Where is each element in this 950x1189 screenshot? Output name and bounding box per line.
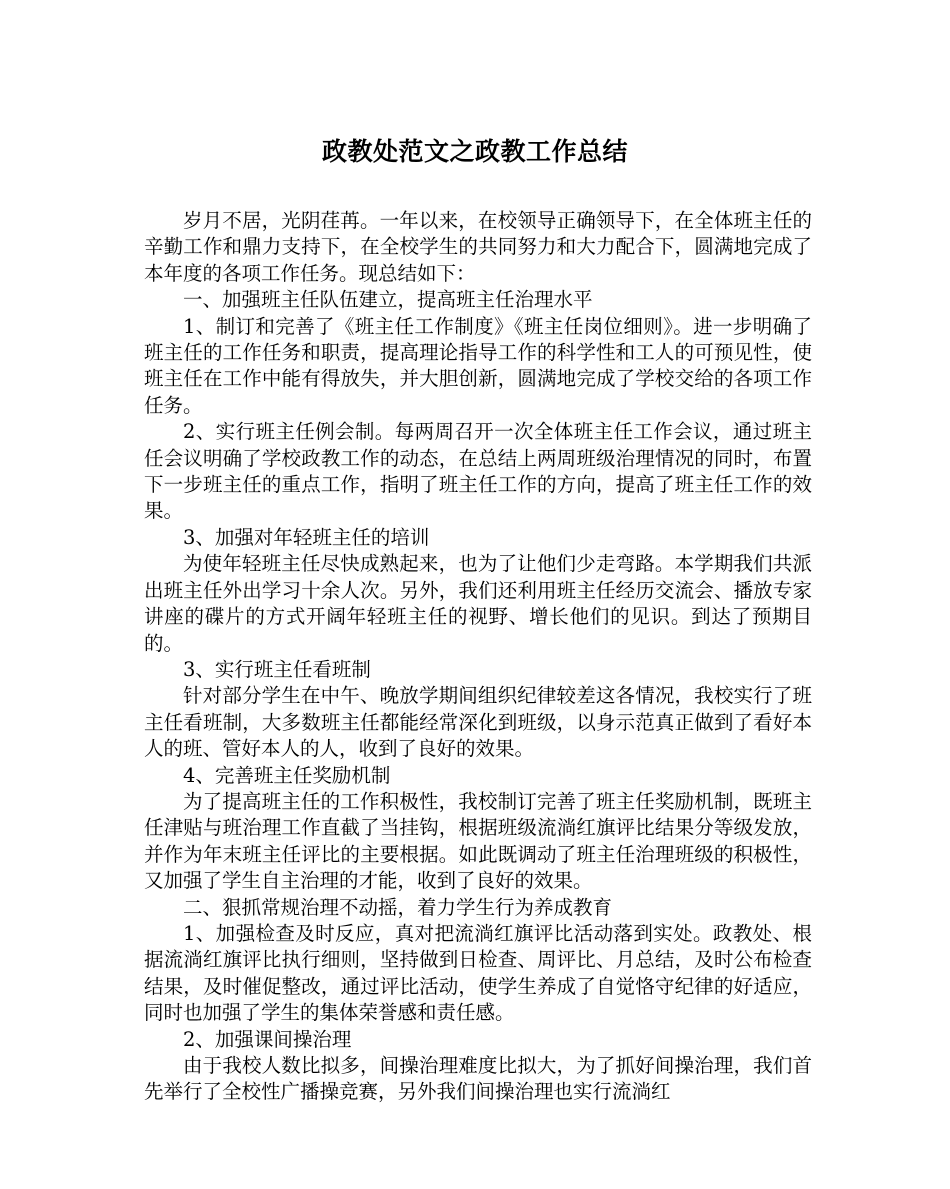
subheading: 4、完善班主任奖励机制: [183, 763, 391, 787]
paragraph: 2、实行班主任例会制。每两周召开一次全体班主任工作会议，通过班主任会议明确了学校政教工作的动态，在总结上两周班级治理情况的同时，布置下一步班主任的重点工作，指明了班主任工作的方向，提高了班主任工作的效果。: [144, 420, 812, 523]
section-heading-2: 二、狠抓常规治理不动摇，着力学生行为养成教育: [183, 895, 613, 919]
paragraph: 为使年轻班主任尽快成熟起来，也为了让他们少走弯路。本学期我们共派出班主任外出学习十余人次。另外，我们还利用班主任经历交流会、播放专家讲座的碟片的方式开阔年轻班主任的视野、增长他们的见识。到达了预期目的。: [144, 552, 812, 655]
paragraph: 为了提高班主任的工作积极性，我校制订完善了班主任奖励机制，既班主任津贴与班治理工作直截了当挂钩，根据班级流淌红旗评比结果分等级发放，并作为年末班主任评比的主要根据。如此既调动了班主任治理班级的积极性，又加强了学生自主治理的才能，收到了良好的效果。: [144, 789, 812, 893]
paragraph: 由于我校人数比拟多，间操治理难度比拟大，为了抓好间操治理，我们首先举行了全校性广播操竞赛，另外我们间操治理也实行流淌红: [144, 1054, 812, 1104]
subheading: 3、实行班主任看班制: [183, 657, 371, 681]
subheading: 3、加强对年轻班主任的培训: [183, 525, 430, 549]
paragraph: 针对部分学生在中午、晚放学期间组织纪律较差这各情况，我校实行了班主任看班制，大多数班主任都能经常深化到班级，以身示范真正做到了看好本人的班、管好本人的人，收到了良好的效果。: [144, 684, 812, 761]
section-heading-1: 一、加强班主任队伍建立，提高班主任治理水平: [183, 288, 593, 312]
paragraph: 1、制订和完善了《班主任工作制度》《班主任岗位细则》。进一步明确了班主任的工作任务和职责，提高理论指导工作的科学性和工人的可预见性，使班主任在工作中能有得放失，并大胆创新，圆满地完成了学校交给的各项工作任务。: [144, 314, 812, 417]
document-title: 政教处范文之政教工作总结: [321, 137, 628, 166]
paragraph: 1、加强检查及时反应，真对把流淌红旗评比活动落到实处。政教处、根据流淌红旗评比执行细则，坚持做到日检查、周评比、月总结，及时公布检查结果，及时催促整改，通过评比活动，使学生养成了自觉恪守纪律的好适应，同时也加强了学生的集体荣誉感和责任感。: [144, 921, 812, 1025]
subheading: 2、加强课间操治理: [183, 1027, 352, 1051]
paragraph-intro: 岁月不居，光阴荏苒。一年以来，在校领导正确领导下，在全体班主任的辛勤工作和鼎力支持下，在全校学生的共同努力和大力配合下，圆满地完成了本年度的各项工作任务。现总结如下：: [144, 209, 812, 285]
document-body: [144, 208, 812, 1106]
